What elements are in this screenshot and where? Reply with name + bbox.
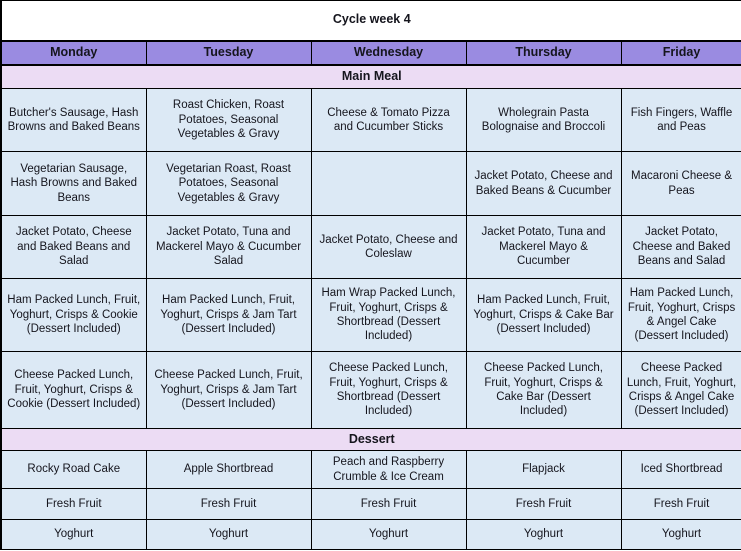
menu-cell: Jacket Potato, Cheese and Baked Beans & Cucumber [466, 152, 621, 216]
menu-cell: Jacket Potato, Tuna and Mackerel Mayo & Cucumber Salad [146, 216, 311, 279]
menu-cell: Cheese Packed Lunch, Fruit, Yoghurt, Crisps & Angel Cake (Dessert Included) [621, 352, 741, 429]
table-row [1, 489, 741, 520]
menu-cell: Jacket Potato, Tuna and Mackerel Mayo & Cucumber [466, 216, 621, 279]
menu-cell: Yoghurt [146, 520, 311, 550]
menu-cell: Flapjack [466, 451, 621, 489]
menu-cell: Cheese Packed Lunch, Fruit, Yoghurt, Crisps & Jam Tart (Dessert Included) [146, 352, 311, 429]
menu-cell: Fresh Fruit [311, 489, 466, 520]
menu-cell: Cheese Packed Lunch, Fruit, Yoghurt, Crisps & Shortbread (Dessert Included) [311, 352, 466, 429]
menu-cell: Yoghurt [1, 520, 146, 550]
menu-cell: Yoghurt [621, 520, 741, 550]
menu-cell: Macaroni Cheese & Peas [621, 152, 741, 216]
page-title: Cycle week 4 [1, 1, 741, 41]
table-row [1, 451, 741, 489]
day-header-thursday: Thursday [466, 41, 621, 65]
menu-cell: Jacket Potato, Cheese and Coleslaw [311, 216, 466, 279]
day-header-monday: Monday [1, 41, 146, 65]
table-row [1, 279, 741, 352]
day-header-tuesday: Tuesday [146, 41, 311, 65]
menu-cell [311, 152, 466, 216]
table-row [1, 89, 741, 152]
menu-cell: Peach and Raspberry Crumble & Ice Cream [311, 451, 466, 489]
menu-cell: Cheese Packed Lunch, Fruit, Yoghurt, Crisps & Cake Bar (Dessert Included) [466, 352, 621, 429]
table-row [1, 152, 741, 216]
day-header-wednesday: Wednesday [311, 41, 466, 65]
menu-cell: Ham Wrap Packed Lunch, Fruit, Yoghurt, Crisps & Shortbread (Dessert Included) [311, 279, 466, 352]
menu-cell: Vegetarian Sausage, Hash Browns and Baked Beans [1, 152, 146, 216]
menu-cell: Butcher's Sausage, Hash Browns and Baked Beans [1, 89, 146, 152]
menu-cell: Ham Packed Lunch, Fruit, Yoghurt, Crisps & Jam Tart (Dessert Included) [146, 279, 311, 352]
menu-cell: Roast Chicken, Roast Potatoes, Seasonal Vegetables & Gravy [146, 89, 311, 152]
menu-cell: Vegetarian Roast, Roast Potatoes, Seasonal Vegetables & Gravy [146, 152, 311, 216]
menu-cell: Yoghurt [311, 520, 466, 550]
menu-cell: Cheese & Tomato Pizza and Cucumber Sticks [311, 89, 466, 152]
menu-cell: Iced Shortbread [621, 451, 741, 489]
menu-cell: Fresh Fruit [146, 489, 311, 520]
menu-cell: Fresh Fruit [466, 489, 621, 520]
menu-cell: Fresh Fruit [1, 489, 146, 520]
menu-cell: Ham Packed Lunch, Fruit, Yoghurt, Crisps & Cake Bar (Dessert Included) [466, 279, 621, 352]
day-header-friday: Friday [621, 41, 741, 65]
menu-cell: Cheese Packed Lunch, Fruit, Yoghurt, Crisps & Cookie (Dessert Included) [1, 352, 146, 429]
menu-cell: Fish Fingers, Waffle and Peas [621, 89, 741, 152]
table-row [1, 520, 741, 550]
menu-cell: Apple Shortbread [146, 451, 311, 489]
menu-cell: Rocky Road Cake [1, 451, 146, 489]
menu-cell: Jacket Potato, Cheese and Baked Beans and Salad [621, 216, 741, 279]
table-row [1, 352, 741, 429]
menu-cell: Yoghurt [466, 520, 621, 550]
section-header-dessert: Dessert [1, 429, 741, 451]
table-row [1, 216, 741, 279]
menu-cell: Wholegrain Pasta Bolognaise and Broccoli [466, 89, 621, 152]
menu-cell: Ham Packed Lunch, Fruit, Yoghurt, Crisps & Angel Cake (Dessert Included) [621, 279, 741, 352]
menu-cell: Ham Packed Lunch, Fruit, Yoghurt, Crisps & Cookie (Dessert Included) [1, 279, 146, 352]
section-header-main-meal: Main Meal [1, 65, 741, 89]
menu-cell: Jacket Potato, Cheese and Baked Beans and Salad [1, 216, 146, 279]
menu-cell: Fresh Fruit [621, 489, 741, 520]
